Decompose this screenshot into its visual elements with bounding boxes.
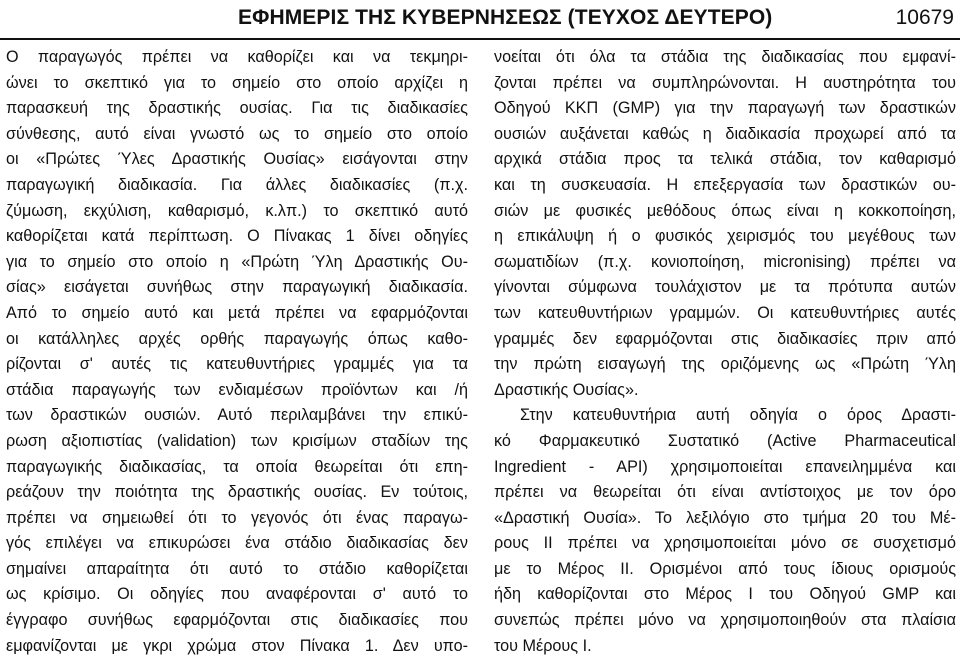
text-line: σίας» εισάγεται συνήθως στην παραγωγική διαδικασία. — [6, 278, 468, 297]
text-line: Ο παραγωγός πρέπει να καθορίζει και να τεκμηρι- — [6, 48, 468, 66]
text-line: και τη συσκευασία. Η επεξεργασία των δραστικών ου- — [494, 175, 956, 194]
page-number: 10679 — [895, 6, 954, 29]
text-line: η επικάλυψη ή ο φυσικός χειρισμός του μεγέθους των — [494, 227, 956, 246]
text-line: ώνει το σκεπτικό για το σημείο στο οποίο αρχίζει η — [6, 73, 468, 92]
text-line: ζονται πρέπει να συμπληρώνονται. Η αυστηρότητα του — [494, 73, 956, 92]
text-line: σωματιδίων (π.χ. κονιοποίηση, micronising) πρέπει να — [494, 252, 956, 271]
text-line: «Δραστική Ουσία». Το λεξιλόγιο στο τμήμα 20 του Μέ- — [494, 508, 956, 527]
text-line: καθορίζεται κατά περίπτωση. Ο Πίνακας 1 δίνει οδηγίες — [6, 227, 468, 246]
text-line: ρους ΙΙ πρέπει να χρησιμοποιείται μόνο σε συσχετισμό — [494, 534, 956, 553]
text-line: κό Φαρμακευτικό Συστατικό (Active Pharmaceutical — [494, 431, 956, 450]
paragraph-end-line: Δραστικής Ουσίας». — [494, 380, 639, 399]
text-line: αρχικά στάδια προς τα τελικά στάδια, τον καθαρισμό — [494, 150, 956, 169]
text-line: πρέπει να θεωρείται ότι είναι αντίστοιχος με τον όρο — [494, 483, 956, 502]
text-line: Από το σημείο αυτό και μετά πρέπει να εφαρμόζονται — [6, 303, 468, 322]
text-line: σημαίνει απαραίτητα ότι αυτό το στάδιο καθορίζεται — [6, 559, 468, 578]
text-line: ρωση αξιοπιστίας (validation) των κρισίμων σταδίων της — [6, 431, 468, 450]
text-line: ήδη καθορίζονται στο Μέρος Ι του Οδηγού GMP και — [494, 585, 956, 604]
text-line: των κατευθυντήριων γραμμών. Οι κατευθυντήριες αυτές — [494, 303, 956, 322]
text-line: οι κατάλληλες αρχές ορθής παραγωγής όπως καθο- — [6, 329, 468, 348]
text-line: με το Μέρος ΙΙ. Ορισμένοι από τους ίδιους ορισμούς — [494, 559, 956, 578]
text-line: σιών με φυσικές μεθόδους όπως είναι η κοκκοποίηση, — [494, 201, 956, 220]
text-line: ρίζονται σ' αυτές τις κατευθυντήριες γραμμές για τα — [6, 355, 468, 374]
text-line: ουσιών αυξάνεται καθώς η διαδικασία προχωρεί από τα — [494, 124, 956, 143]
text-line: των δραστικών ουσιών. Αυτό περιλαμβάνει την επικύ- — [6, 406, 468, 425]
gazette-title: ΕΦΗΜΕΡΙΣ ΤΗΣ ΚΥΒΕΡΝΗΣΕΩΣ (ΤΕΥΧΟΣ ΔΕΥΤΕΡΟ) — [238, 6, 773, 29]
header-rule — [0, 38, 960, 40]
text-line: πρέπει να σημειωθεί ότι το γεγονός ότι ένας παραγω- — [6, 508, 468, 527]
text-line: ως κρίσιμο. Οι οδηγίες που αναφέρονται σ' αυτό το — [6, 585, 468, 604]
text-line: νοείται ότι όλα τα στάδια της διαδικασίας που εμφανί- — [494, 48, 956, 66]
text-line: Οδηγού ΚΚΠ (GMP) για την παραγωγή των δραστικών — [494, 99, 956, 118]
paragraph-first-line: Στην κατευθυντήρια αυτή οδηγία ο όρος Δραστι- — [520, 406, 956, 425]
left-text-column — [6, 45, 468, 659]
text-line: παρασκευή της δραστικής ουσίας. Για τις διαδικασίες — [6, 99, 468, 118]
text-line: συνεπώς πρέπει μόνο να χρησιμοποιηθούν στα πλαίσια — [494, 611, 956, 630]
text-line: γός επιλέγει να επικυρώσει ένα στάδιο διαδικασίας δεν — [6, 534, 468, 553]
text-line: την πρώτη εισαγωγή της οριζόμενης ως «Πρώτη Ύλη — [494, 355, 956, 374]
text-line: γίνονται σύμφωνα τουλάχιστον με τα πρότυπα αυτών — [494, 278, 956, 297]
text-line: ρεάζουν την ποιότητα της δραστικής ουσίας. Εν τούτοις, — [6, 483, 468, 502]
text-line: εμφανίζονται με γκρι χρώμα στον Πίνακα 1. Δεν υπο- — [6, 636, 468, 655]
text-line: σύνθεσης, αυτό είναι γνωστό ως το σημείο στο οποίο — [6, 124, 468, 143]
text-line: ζύμωση, εκχύλιση, καθαρισμό, κ.λπ.) το σκεπτικό αυτό — [6, 201, 468, 220]
text-line: έγγραφο συνήθως εφαρμόζονται στις διαδικασίες που — [6, 611, 468, 630]
text-line: γραμμές δεν εφαρμόζονται στις διαδικασίες πριν από — [494, 329, 956, 348]
right-text-column — [494, 45, 956, 659]
text-line: παραγωγικής διαδικασίας, τα οποία θεωρείται ότι επη- — [6, 457, 468, 476]
paragraph-end-line: του Μέρους Ι. — [494, 636, 592, 655]
text-line: οι «Πρώτες Ύλες Δραστικής Ουσίας» εισάγονται στην — [6, 150, 468, 169]
running-header — [0, 0, 960, 42]
text-line: για το σημείο στο οποίο η «Πρώτη Ύλη Δραστικής Ου- — [6, 252, 468, 271]
text-line: στάδια παραγωγής των ενδιαμέσων προϊόντων και /ή — [6, 380, 468, 399]
text-line: παραγωγική διαδικασία. Για άλλες διαδικασίες (π.χ. — [6, 175, 468, 194]
text-line: Ingredient - API) χρησιμοποιείται επανειλημμένα και — [494, 457, 956, 476]
